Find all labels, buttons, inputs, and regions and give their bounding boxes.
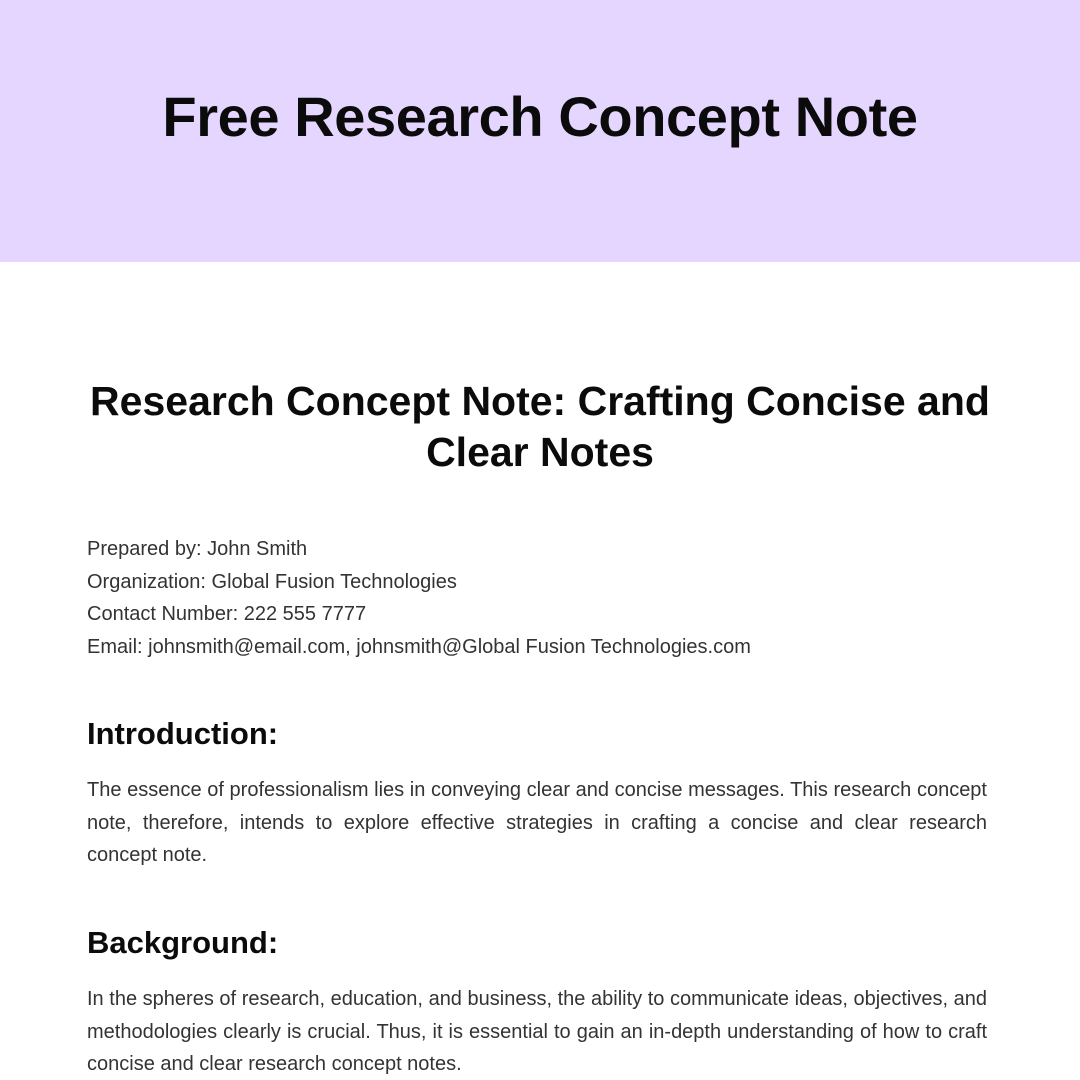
introduction-heading: Introduction: bbox=[87, 716, 279, 751]
email: Email: johnsmith@email.com, johnsmith@Global Fusion Technologies.com bbox=[87, 635, 751, 658]
header-banner bbox=[0, 0, 1080, 262]
background-body: In the spheres of research, education, and business, the ability to communicate ideas, objectives, and methodologies clearly is crucial. Thus, it is essential to gain an in-depth understanding of how to craft concise and clear research concept notes. bbox=[87, 988, 987, 1075]
prepared-by: Prepared by: John Smith bbox=[87, 538, 308, 560]
introduction-body: The essence of professionalism lies in conveying clear and concise messages. This research concept note, therefore, intends to explore effective strategies in crafting a concise and clear research concept note. bbox=[87, 779, 987, 866]
contact-number: Contact Number: 222 555 7777 bbox=[87, 603, 367, 625]
banner-title: Free Research Concept Note bbox=[162, 85, 918, 148]
background-heading: Background: bbox=[87, 925, 279, 960]
organization: Organization: Global Fusion Technologies bbox=[87, 570, 457, 593]
document-title: Research Concept Note: Crafting Concise and Clear Notes bbox=[90, 378, 990, 475]
author-details bbox=[87, 533, 1007, 663]
